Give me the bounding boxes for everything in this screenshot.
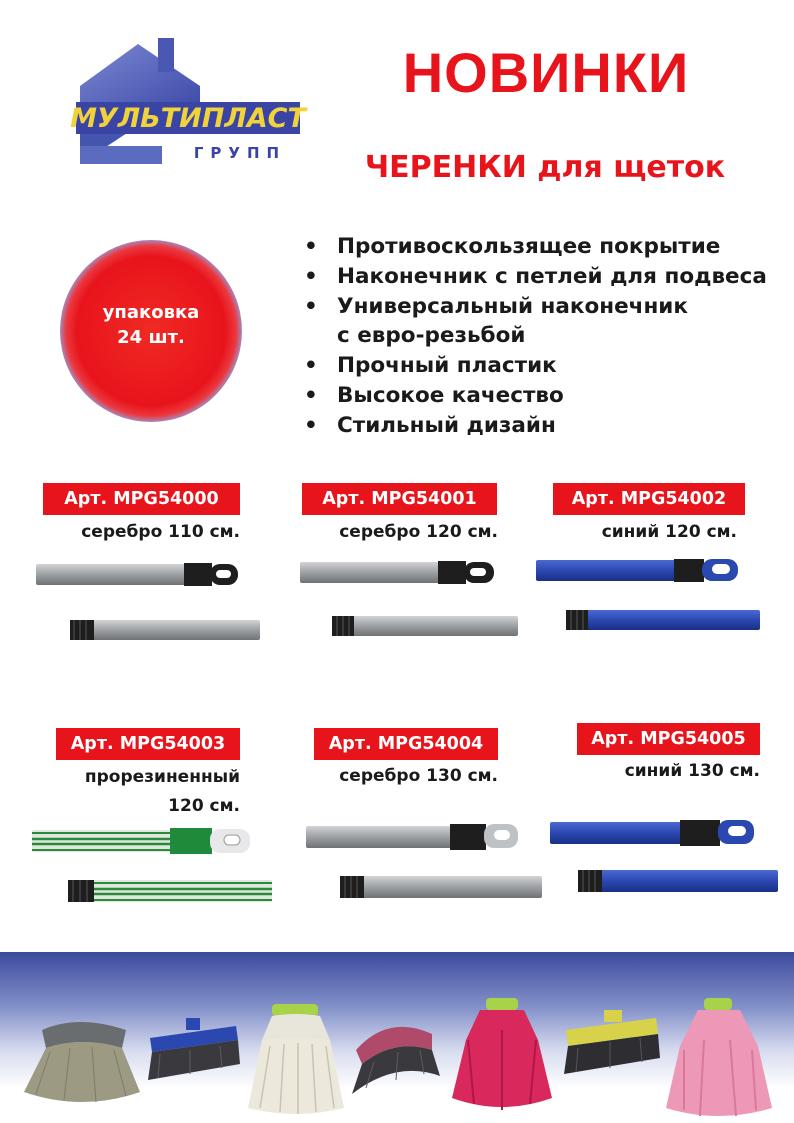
product-description: серебро 110 см. [81, 522, 240, 542]
product-description: прорезиненный 120 см. [84, 767, 240, 816]
package-badge [60, 240, 242, 422]
page-subheadline: ЧЕРЕНКИ для щеток [364, 150, 726, 185]
broom-fan-grey-image [24, 1022, 140, 1102]
badge-line-2: 24 шт. [117, 327, 185, 348]
page-headline: НОВИНКИ [402, 41, 690, 104]
feature-item: • Прочный пластик [300, 351, 790, 381]
feature-item-continuation: с евро-резьбой [337, 323, 526, 348]
feature-item: • Наконечник с петлей для подвеса [300, 262, 790, 292]
product-description: синий 130 см. [624, 761, 760, 781]
handle-image-blue-130 [540, 812, 794, 902]
logo-subtitle-text: ГРУПП [193, 144, 287, 162]
article-tag-mpg54001: Арт. MPG54001 [302, 483, 497, 515]
handle-image-blue-120 [530, 552, 770, 642]
product-description: серебро 120 см. [339, 522, 498, 542]
logo-brand-text: МУЛЬТИПЛАСТ [70, 103, 306, 134]
feature-item: • Стильный дизайн [300, 411, 790, 441]
handle-image-green-rubberized-120 [28, 824, 278, 918]
broom-pink-image [352, 1027, 440, 1094]
product-description: синий 120 см. [601, 522, 737, 542]
handle-image-silver-130 [300, 818, 550, 914]
article-tag-mpg54002: Арт. MPG54002 [553, 483, 745, 515]
brush-blue-image [148, 1018, 240, 1080]
product-description: серебро 130 см. [339, 766, 498, 786]
article-tag-mpg54000: Арт. MPG54000 [43, 483, 240, 515]
article-tag-mpg54004: Арт. MPG54004 [314, 728, 498, 760]
mop-pink-image [666, 998, 772, 1116]
article-tag-mpg54003: Арт. MPG54003 [56, 728, 240, 760]
product-strip-images [0, 990, 794, 1123]
brush-yellow-image [564, 1010, 660, 1074]
handle-image-silver-120 [290, 556, 530, 646]
feature-list [300, 232, 790, 441]
logo-graphic [70, 38, 310, 178]
feature-item: • Высокое качество [300, 381, 790, 411]
article-tag-mpg54005: Арт. MPG54005 [577, 723, 760, 755]
handle-image-silver-110 [30, 558, 270, 648]
feature-item: • Универсальный наконечник [300, 292, 790, 322]
feature-item: • Противоскользящее покрытие [300, 232, 790, 262]
badge-line-1: упаковка [102, 302, 200, 323]
mop-red-image [452, 998, 552, 1110]
mop-white-image [248, 1004, 344, 1114]
company-logo [70, 38, 310, 178]
